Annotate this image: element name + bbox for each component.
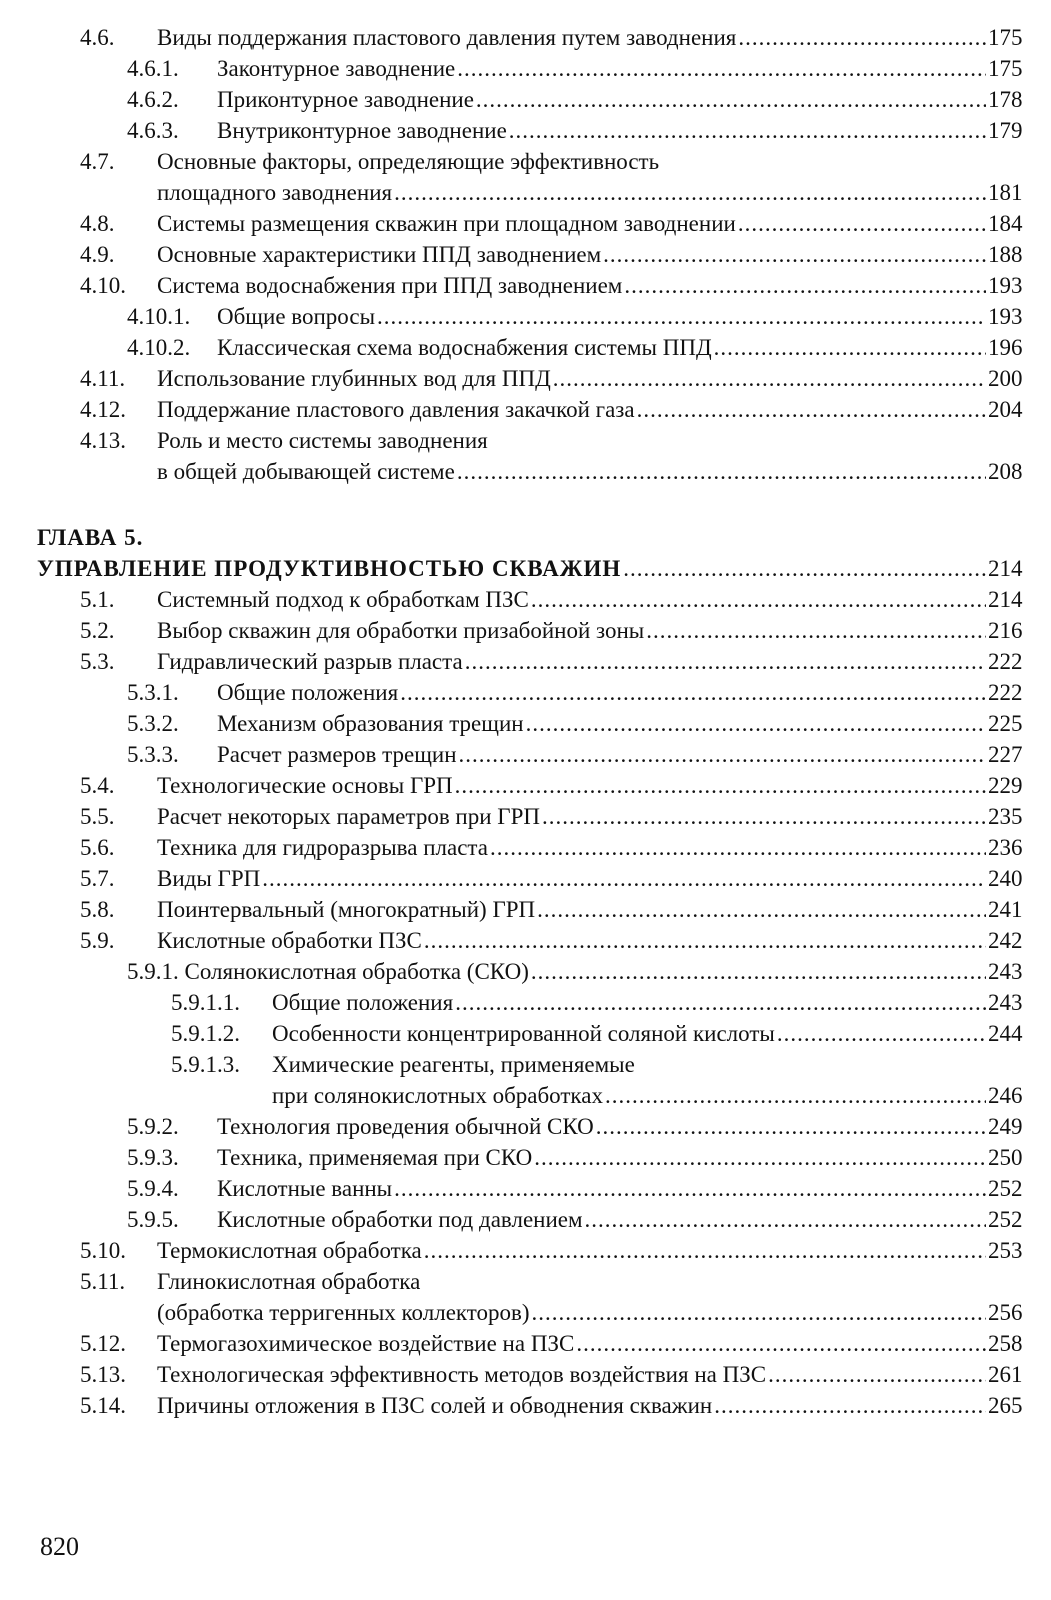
- toc-entry-title: [157, 1390, 988, 1421]
- toc-entry-title: [127, 956, 988, 987]
- toc-entry-page: 235: [988, 804, 1023, 829]
- dot-leader: [553, 363, 986, 394]
- toc-entry-number: 5.7.: [80, 866, 115, 891]
- toc-entry-title-text: Система водоснабжения при ППД заводнением: [157, 273, 623, 298]
- toc-entry-title: [157, 1235, 988, 1266]
- toc-entry: [0, 770, 1051, 801]
- toc-entry-title: [217, 739, 988, 770]
- toc-entry: [0, 1297, 1051, 1328]
- dot-leader: [531, 956, 986, 987]
- toc-entry-title-text: Технологические основы ГРП: [157, 773, 453, 798]
- toc-entry: [0, 1204, 1051, 1235]
- dot-leader: [457, 53, 986, 84]
- toc-entry-title-text: Расчет размеров трещин: [217, 742, 457, 767]
- toc-entry-page: 241: [988, 897, 1023, 922]
- toc-entry-page: 227: [988, 742, 1023, 767]
- toc-entry: [0, 925, 1051, 956]
- toc-entry-number: 5.2.: [80, 618, 115, 643]
- toc-entry-number: 4.6.3.: [127, 118, 179, 143]
- toc-entry: [0, 146, 1051, 177]
- toc-entry-page: 204: [988, 397, 1023, 422]
- dot-leader: [637, 394, 986, 425]
- dot-leader: [542, 801, 986, 832]
- toc-entry-number: 5.9.5.: [127, 1207, 179, 1232]
- toc-entry: [0, 1390, 1051, 1421]
- toc-entry: [0, 646, 1051, 677]
- toc-entry-page: 249: [988, 1114, 1023, 1139]
- toc-entry-page: 193: [988, 304, 1023, 329]
- toc-entry-title: [157, 584, 988, 615]
- page-number: 820: [40, 1532, 79, 1561]
- toc-entry-number: 4.6.2.: [127, 87, 179, 112]
- toc-entry-title-text: Глинокислотная обработка: [157, 1269, 421, 1294]
- toc-entry-title: [157, 394, 988, 425]
- dot-leader: [576, 1328, 986, 1359]
- toc-entry-number: 5.9.: [80, 928, 115, 953]
- toc-entry-title: [157, 270, 988, 301]
- dot-leader: [526, 708, 986, 739]
- toc-entry-number: 4.12.: [80, 397, 126, 422]
- toc-entry: [0, 208, 1051, 239]
- toc-entry-title-text: Химические реагенты, применяемые: [272, 1052, 635, 1077]
- dot-leader: [603, 239, 986, 270]
- dot-leader: [394, 1173, 986, 1204]
- toc-entry-title-text: Особенности концентрированной соляной кислоты: [272, 1021, 775, 1046]
- toc-entry: [0, 584, 1051, 615]
- toc-entry-title: [157, 646, 988, 677]
- toc-entry-number: 4.10.1.: [127, 304, 191, 329]
- toc-entry-title: [272, 1018, 988, 1049]
- toc-entry-number: 5.3.2.: [127, 711, 179, 736]
- toc-entry-title-text: при солянокислотных обработках: [272, 1083, 603, 1108]
- dot-leader: [623, 553, 986, 584]
- toc-entry-title: [157, 22, 988, 53]
- toc-entry-page: 214: [988, 556, 1023, 581]
- toc-entry-title-text: Техника для гидроразрыва пласта: [157, 835, 488, 860]
- toc-entry-page: 225: [988, 711, 1023, 736]
- toc-entry-number: 4.9.: [80, 242, 115, 267]
- toc-entry-title: [217, 1142, 988, 1173]
- toc-entry-number: 4.10.: [80, 273, 126, 298]
- toc-entry-title: [157, 146, 988, 177]
- toc-entry-number: 4.13.: [80, 428, 126, 453]
- toc-entry-title-text: Общие положения: [272, 990, 454, 1015]
- toc-entry: [0, 456, 1051, 487]
- toc-entry-title: [272, 1080, 988, 1111]
- toc-entry: [0, 615, 1051, 646]
- toc-entry: [0, 22, 1051, 53]
- toc-entry-page: 181: [988, 180, 1023, 205]
- dot-leader: [455, 987, 986, 1018]
- toc-entry: [0, 301, 1051, 332]
- toc-entry-page: 196: [988, 335, 1023, 360]
- toc-entry: [0, 115, 1051, 146]
- toc-entry-title: [157, 208, 988, 239]
- toc-entry-title-text: Приконтурное заводнение: [217, 87, 474, 112]
- toc-entry-title-text: Технологическая эффективность методов воздействия на ПЗС: [157, 1362, 767, 1387]
- toc-entry-number: 5.9.1.1.: [171, 990, 240, 1015]
- toc-entry-title-text: Кислотные обработки под давлением: [217, 1207, 583, 1232]
- toc-entry: [0, 1080, 1051, 1111]
- toc-entry-title: [157, 770, 988, 801]
- dot-leader: [596, 1111, 986, 1142]
- chapter-heading: ГЛАВА 5.: [37, 525, 144, 550]
- toc-entry-number: 5.9.1.2.: [171, 1021, 240, 1046]
- toc-entry: [0, 394, 1051, 425]
- toc-entry-number: 5.5.: [80, 804, 115, 829]
- dot-leader: [585, 1204, 986, 1235]
- toc-entry: [0, 1049, 1051, 1080]
- dot-leader: [394, 177, 986, 208]
- dot-leader: [400, 677, 986, 708]
- toc-entry-page: 222: [988, 680, 1023, 705]
- toc-entry-title-text: в общей добывающей системе: [157, 459, 455, 484]
- toc-entry: [0, 1235, 1051, 1266]
- dot-leader: [490, 832, 986, 863]
- toc-entry-title-text: Виды ГРП: [157, 866, 261, 891]
- toc-entry-title: [217, 1111, 988, 1142]
- toc-entry-title: [37, 553, 988, 584]
- dot-leader: [738, 208, 986, 239]
- toc-entry-number: 5.4.: [80, 773, 115, 798]
- toc-entry-title: [217, 1204, 988, 1235]
- toc-entry: [0, 1359, 1051, 1390]
- toc-entry-page: 261: [988, 1362, 1023, 1387]
- toc-entry: [0, 1142, 1051, 1173]
- toc-entry-title-text: Кислотные обработки ПЗС: [157, 928, 422, 953]
- toc-entry-title: [157, 894, 988, 925]
- toc-entry-page: 222: [988, 649, 1023, 674]
- toc-entry-title-text: (обработка терригенных коллекторов): [157, 1300, 530, 1325]
- dot-leader: [476, 84, 986, 115]
- toc-entry: [0, 239, 1051, 270]
- toc-entry: [0, 832, 1051, 863]
- dot-leader: [424, 925, 986, 956]
- toc-entry-title-text: Причины отложения в ПЗС солей и обводнения скважин: [157, 1393, 713, 1418]
- dot-leader: [531, 584, 986, 615]
- toc-entry-title: [157, 801, 988, 832]
- toc-entry: [0, 739, 1051, 770]
- dot-leader: [714, 332, 986, 363]
- toc-entry-title-text: 5.9.1. Солянокислотная обработка (СКО): [127, 959, 529, 984]
- dot-leader: [537, 894, 986, 925]
- toc-entry-title: [157, 832, 988, 863]
- toc-entry: [0, 270, 1051, 301]
- toc-entry-title-text: Использование глубинных вод для ППД: [157, 366, 551, 391]
- toc-entry-title: [217, 332, 988, 363]
- toc-entry-number: 5.3.1.: [127, 680, 179, 705]
- toc-entry-title-text: площадного заводнения: [157, 180, 393, 205]
- toc-entry-title: [217, 53, 988, 84]
- toc-entry-page: 265: [988, 1393, 1023, 1418]
- toc-entry: [0, 332, 1051, 363]
- toc-entry-title: [157, 425, 988, 456]
- dot-leader: [465, 646, 986, 677]
- toc-entry-title: [217, 301, 988, 332]
- toc-entry-title: [157, 1266, 988, 1297]
- toc-entry-page: 214: [988, 587, 1023, 612]
- toc-entry-title: [217, 1173, 988, 1204]
- dot-leader: [457, 456, 986, 487]
- toc-entry-title-text: Поддержание пластового давления закачкой газа: [157, 397, 635, 422]
- toc-entry-title: [157, 1359, 988, 1390]
- toc-entry-page: 208: [988, 459, 1023, 484]
- toc-entry: [0, 425, 1051, 456]
- toc-entry-number: 5.9.3.: [127, 1145, 179, 1170]
- table-of-contents: [0, 22, 1051, 1421]
- toc-entry-page: 175: [988, 56, 1023, 81]
- toc-entry: [0, 863, 1051, 894]
- toc-entry-title-text: Общие положения: [217, 680, 399, 705]
- toc-entry-page: 243: [988, 959, 1023, 984]
- dot-leader: [777, 1018, 986, 1049]
- toc-entry-title-text: Гидравлический разрыв пласта: [157, 649, 463, 674]
- toc-entry-page: 188: [988, 242, 1023, 267]
- toc-entry-title-text: Основные факторы, определяющие эффективность: [157, 149, 660, 174]
- toc-entry-page: 252: [988, 1207, 1023, 1232]
- toc-entry-page: 250: [988, 1145, 1023, 1170]
- toc-entry-title: [157, 615, 988, 646]
- toc-entry-page: 200: [988, 366, 1023, 391]
- toc-entry-number: 5.12.: [80, 1331, 126, 1356]
- toc-entry-title: [157, 177, 988, 208]
- toc-entry: [0, 1018, 1051, 1049]
- dot-leader: [459, 739, 986, 770]
- toc-entry: [0, 987, 1051, 1018]
- toc-entry-number: 4.7.: [80, 149, 115, 174]
- toc-entry-number: 5.9.4.: [127, 1176, 179, 1201]
- toc-entry-number: 5.6.: [80, 835, 115, 860]
- toc-entry: [0, 53, 1051, 84]
- toc-entry: [0, 84, 1051, 115]
- toc-entry-number: 5.8.: [80, 897, 115, 922]
- toc-entry-number: 4.10.2.: [127, 335, 191, 360]
- toc-entry-page: 175: [988, 25, 1023, 50]
- toc-entry-number: 5.3.: [80, 649, 115, 674]
- toc-entry-page: 244: [988, 1021, 1023, 1046]
- dot-leader: [714, 1390, 986, 1421]
- toc-entry-title-text: Выбор скважин для обработки призабойной зоны: [157, 618, 645, 643]
- toc-entry: [0, 801, 1051, 832]
- toc-entry-number: 5.3.3.: [127, 742, 179, 767]
- toc-entry-title: [157, 363, 988, 394]
- dot-leader: [424, 1235, 986, 1266]
- toc-entry-title: [157, 239, 988, 270]
- toc-entry-title-text: Общие вопросы: [217, 304, 376, 329]
- toc-entry-title-text: УПРАВЛЕНИЕ ПРОДУКТИВНОСТЬЮ СКВАЖИН: [37, 556, 622, 581]
- toc-entry-page: 229: [988, 773, 1023, 798]
- toc-entry-title-text: Термогазохимическое воздействие на ПЗС: [157, 1331, 575, 1356]
- toc-entry-title: [157, 863, 988, 894]
- toc-entry-title: [217, 84, 988, 115]
- toc-entry-number: 5.9.1.3.: [171, 1052, 240, 1077]
- toc-entry-page: 258: [988, 1331, 1023, 1356]
- toc-entry-page: 179: [988, 118, 1023, 143]
- dot-leader: [509, 115, 986, 146]
- toc-entry-title-text: Классическая схема водоснабжения системы ППД: [217, 335, 712, 360]
- toc-entry-title-text: Законтурное заводнение: [217, 56, 456, 81]
- toc-entry-page: 193: [988, 273, 1023, 298]
- toc-entry-number: 4.6.1.: [127, 56, 179, 81]
- dot-leader: [624, 270, 986, 301]
- toc-entry-number: 5.9.2.: [127, 1114, 179, 1139]
- toc-entry-page: 216: [988, 618, 1023, 643]
- dot-leader: [532, 1297, 986, 1328]
- toc-entry-title-text: Виды поддержания пластового давления путем заводнения: [157, 25, 737, 50]
- toc-entry-page: 256: [988, 1300, 1023, 1325]
- toc-entry-title-text: Системный подход к обработкам ПЗС: [157, 587, 529, 612]
- toc-entry: [0, 1266, 1051, 1297]
- toc-entry: [0, 1328, 1051, 1359]
- toc-entry-title: [217, 677, 988, 708]
- toc-entry-title: [272, 1049, 988, 1080]
- toc-entry-title: [157, 456, 988, 487]
- toc-entry-number: 5.11.: [80, 1269, 126, 1294]
- toc-entry-title-text: Механизм образования трещин: [217, 711, 524, 736]
- toc-entry: [0, 177, 1051, 208]
- toc-entry-title-text: Термокислотная обработка: [157, 1238, 422, 1263]
- toc-entry-title-text: Основные характеристики ППД заводнением: [157, 242, 602, 267]
- toc-entry-title-text: Расчет некоторых параметров при ГРП: [157, 804, 540, 829]
- toc-entry: [0, 553, 1051, 584]
- toc-entry: [0, 677, 1051, 708]
- toc-entry-title-text: Кислотные ванны: [217, 1176, 393, 1201]
- dot-leader: [455, 770, 986, 801]
- toc-entry-page: 178: [988, 87, 1023, 112]
- toc-entry-title: [157, 1328, 988, 1359]
- toc-entry-title: [157, 1297, 988, 1328]
- toc-entry: [0, 708, 1051, 739]
- toc-entry-title: [157, 925, 988, 956]
- toc-entry-title-text: Роль и место системы заводнения: [157, 428, 488, 453]
- toc-entry-number: 4.6.: [80, 25, 115, 50]
- toc-entry: [0, 363, 1051, 394]
- toc-entry-title-text: Поинтервальный (многократный) ГРП: [157, 897, 536, 922]
- section-gap: [0, 487, 1051, 522]
- toc-entry-number: 4.8.: [80, 211, 115, 236]
- toc-entry-page: 184: [988, 211, 1023, 236]
- toc-entry-page: 236: [988, 835, 1023, 860]
- toc-entry: [0, 1173, 1051, 1204]
- dot-leader: [738, 22, 986, 53]
- dot-leader: [605, 1080, 986, 1111]
- toc-entry-number: 5.13.: [80, 1362, 126, 1387]
- toc-entry: [0, 956, 1051, 987]
- dot-leader: [646, 615, 986, 646]
- toc-entry-title-text: Техника, применяемая при СКО: [217, 1145, 533, 1170]
- toc-entry-title-text: Системы размещения скважин при площадном заводнении: [157, 211, 736, 236]
- toc-entry-number: 5.14.: [80, 1393, 126, 1418]
- dot-leader: [534, 1142, 986, 1173]
- toc-entry-page: 252: [988, 1176, 1023, 1201]
- toc-entry-number: 5.1.: [80, 587, 115, 612]
- toc-entry-page: 242: [988, 928, 1023, 953]
- toc-entry-title: [217, 115, 988, 146]
- toc-entry-page: 240: [988, 866, 1023, 891]
- toc-entry-title: [217, 708, 988, 739]
- toc-entry: [0, 894, 1051, 925]
- dot-leader: [262, 863, 986, 894]
- toc-entry-page: 243: [988, 990, 1023, 1015]
- toc-entry-title: [272, 987, 988, 1018]
- toc-entry-page: 253: [988, 1238, 1023, 1263]
- toc-entry-number: 5.10.: [80, 1238, 126, 1263]
- toc-entry-title-text: Технология проведения обычной СКО: [217, 1114, 594, 1139]
- toc-entry: [0, 1111, 1051, 1142]
- toc-entry-page: 246: [988, 1083, 1023, 1108]
- dot-leader: [377, 301, 986, 332]
- toc-entry-title-text: Внутриконтурное заводнение: [217, 118, 507, 143]
- dot-leader: [768, 1359, 986, 1390]
- toc-entry-number: 4.11.: [80, 366, 126, 391]
